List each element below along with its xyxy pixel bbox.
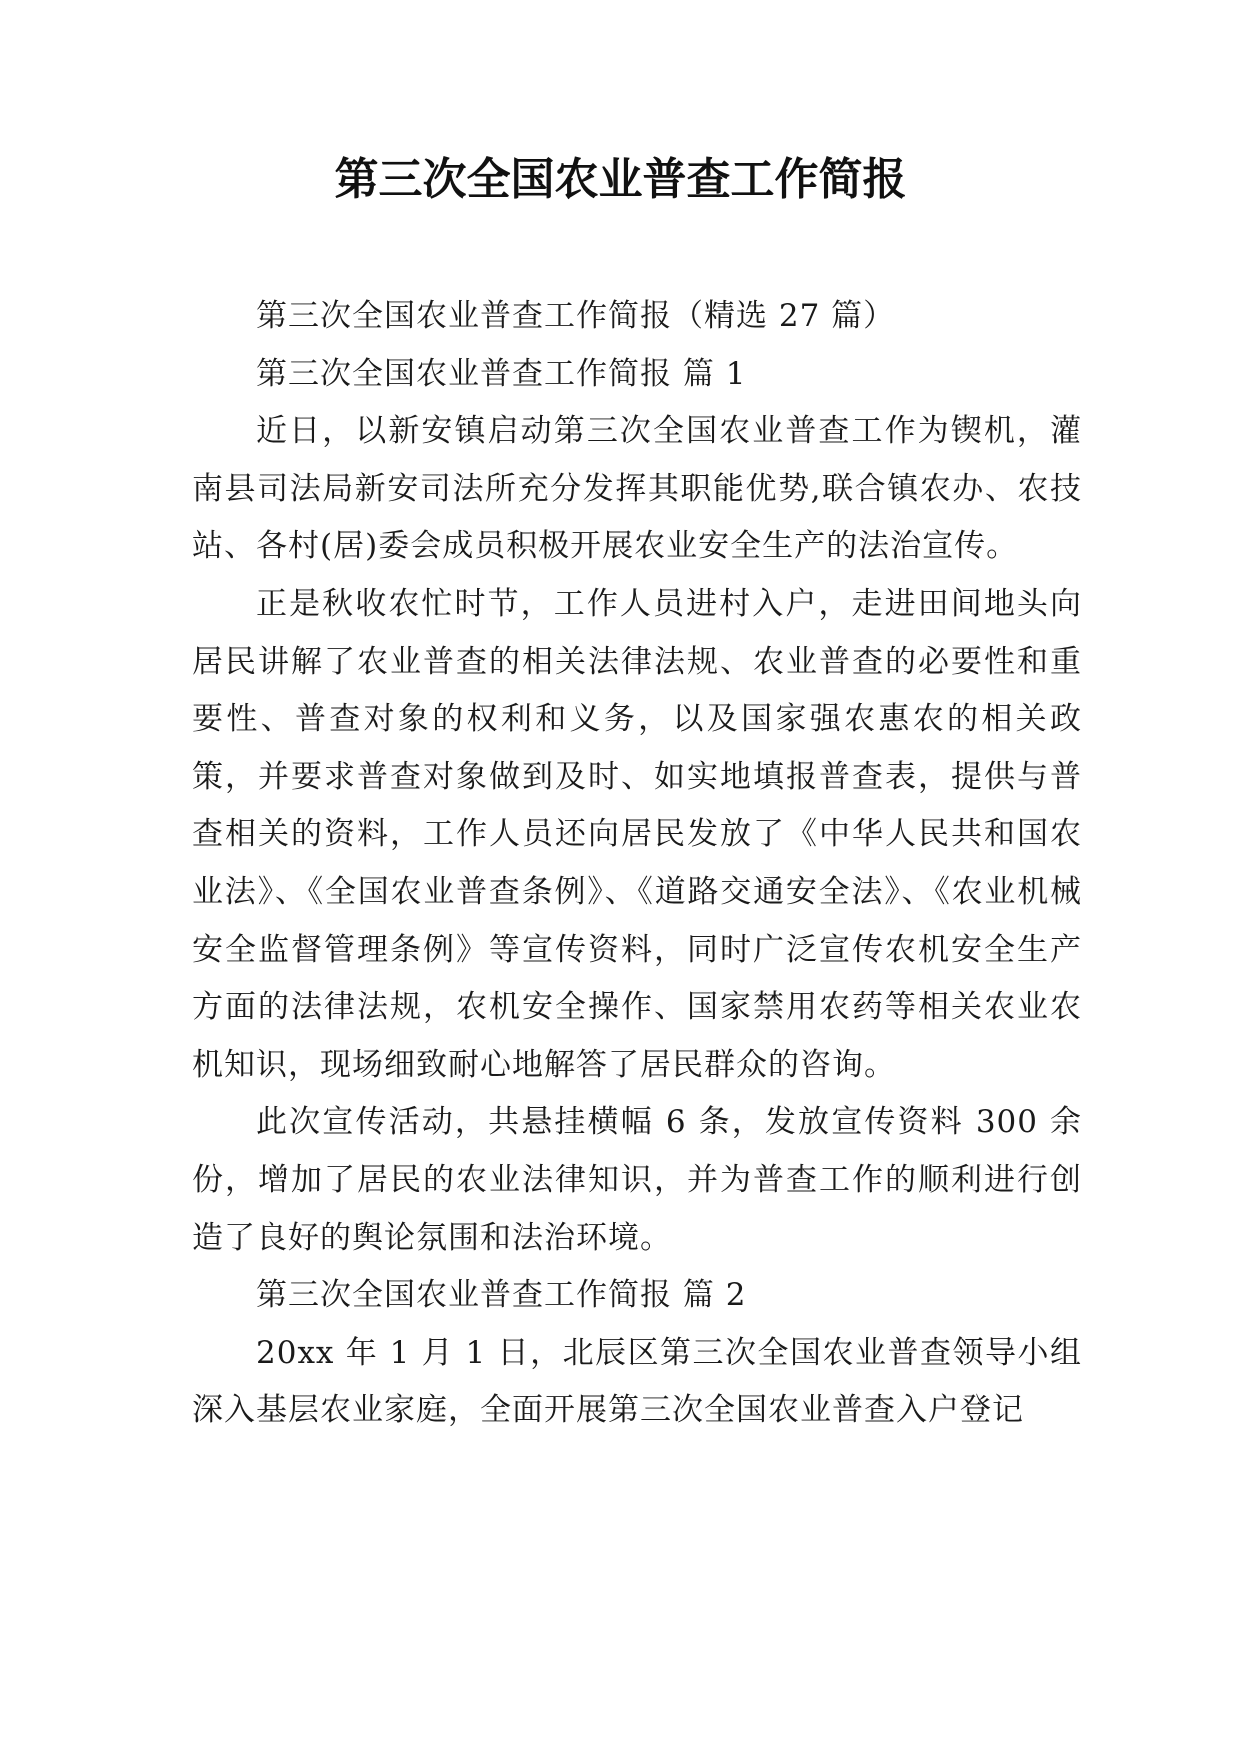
subtitle-line: 第三次全国农业普查工作简报（精选 27 篇）	[256, 298, 896, 334]
section-heading-1: 第三次全国农业普查工作简报 篇 1	[256, 355, 747, 392]
paragraph: 正是秋收农忙时节，工作人员进村入户，走进田间地头向居民讲解了农业普查的相关法律法规、农业普查的必要性和重要性、普查对象的权利和义务，以及国家强农惠农的相关政策，并要求普查对象做到及时、如实地填报普查表，提供与普查相关的资料，工作人员还向居民发放了《中华人民共和国农业法》、《全国农业普查条例》、《道路交通安全法》、《农业机械安全监督管理条例》等宣传资料，同时广泛宣传农机安全生产方面的法律法规，农机安全操作、国家禁用农药等相关农业农机知识，现场细致耐心地解答了居民群众的咨询。	[192, 585, 1082, 1083]
paragraph: 20xx 年 1 月 1 日，北辰区第三次全国农业普查领导小组深入基层农业家庭，全面开展第三次全国农业普查入户登记	[192, 1334, 1082, 1429]
paragraph: 此次宣传活动，共悬挂横幅 6 条，发放宣传资料 300 余份，增加了居民的农业法律知识，并为普查工作的顺利进行创造了良好的舆论氛围和法治环境。	[192, 1104, 1082, 1256]
section-heading-2: 第三次全国农业普查工作简报 篇 2	[256, 1277, 747, 1314]
document-title: 第三次全国农业普查工作简报	[334, 154, 907, 205]
document-body	[192, 288, 1082, 1440]
paragraph: 近日，以新安镇启动第三次全国农业普查工作为锲机，灌南县司法局新安司法所充分发挥其职能优势,联合镇农办、农技站、各村(居)委会成员积极开展农业安全生产的法治宣传。	[192, 413, 1082, 565]
